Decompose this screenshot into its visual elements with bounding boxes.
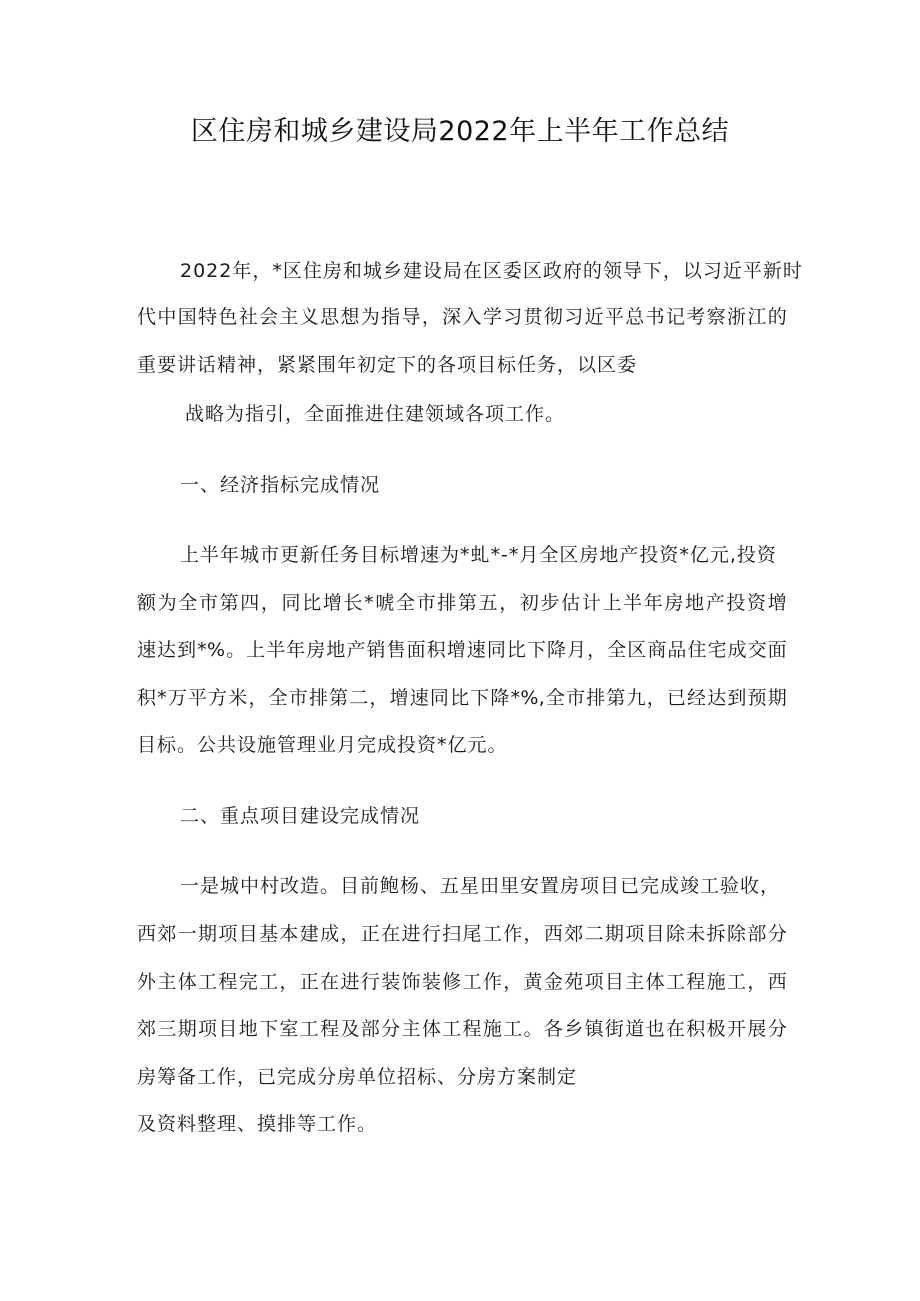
section-1-line-4: 积*万平方米，全市排第二，增速同比下降*%,全市排第九，已经达到预期: [137, 687, 787, 709]
intro-line-2: 代中国特色社会主义思想为指导，深入学习贯彻习近平总书记考察浙江的: [137, 306, 787, 328]
section-1-line-3: 速达到*%。上半年房地产销售面积增速同比下降月，全区商品住宅成交面: [137, 639, 787, 661]
section-2-line-1: 一是城中村改造。目前鲍杨、五星田里安置房项目已完成竣工验收，: [180, 875, 781, 897]
document-title: 区住房和城乡建设局2022年上半年工作总结: [190, 116, 730, 147]
intro-line-4: 战略为指引，全面推进住建领域各项工作。: [185, 403, 566, 425]
section-1-line-5: 目标。公共设施管理业月完成投资*亿元。: [137, 734, 508, 756]
section-2-line-3: 外主体工程完工，正在进行装饰装修工作，黄金苑项目主体工程施工，西: [137, 971, 787, 993]
section-2-line-6: 及资料整理、摸排等工作。: [137, 1113, 378, 1135]
section-2-heading: 二、重点项目建设完成情况: [180, 805, 421, 827]
section-1-line-1: 上半年城市更新任务目标增速为*虬*-*月全区房地产投资*亿元,投资: [180, 544, 777, 566]
intro-line-1: 2022年，*区住房和城乡建设局在区委区政府的领导下，以习近平新时: [180, 260, 803, 282]
intro-line-3: 重要讲话精神，紧紧围年初定下的各项目标任务，以区委: [137, 354, 638, 376]
section-1-line-2: 额为全市第四，同比增长*唬全市排第五，初步估计上半年房地产投资增: [137, 592, 787, 614]
section-1-heading: 一、经济指标完成情况: [180, 474, 381, 496]
section-2-line-5: 房筹备工作，已完成分房单位招标、分房方案制定: [137, 1066, 578, 1088]
section-2-line-4: 郊三期项目地下室工程及部分主体工程施工。各乡镇街道也在积极开展分: [137, 1018, 787, 1040]
section-2-line-2: 西郊一期项目基本建成，正在进行扫尾工作，西郊二期项目除未拆除部分: [137, 923, 787, 945]
